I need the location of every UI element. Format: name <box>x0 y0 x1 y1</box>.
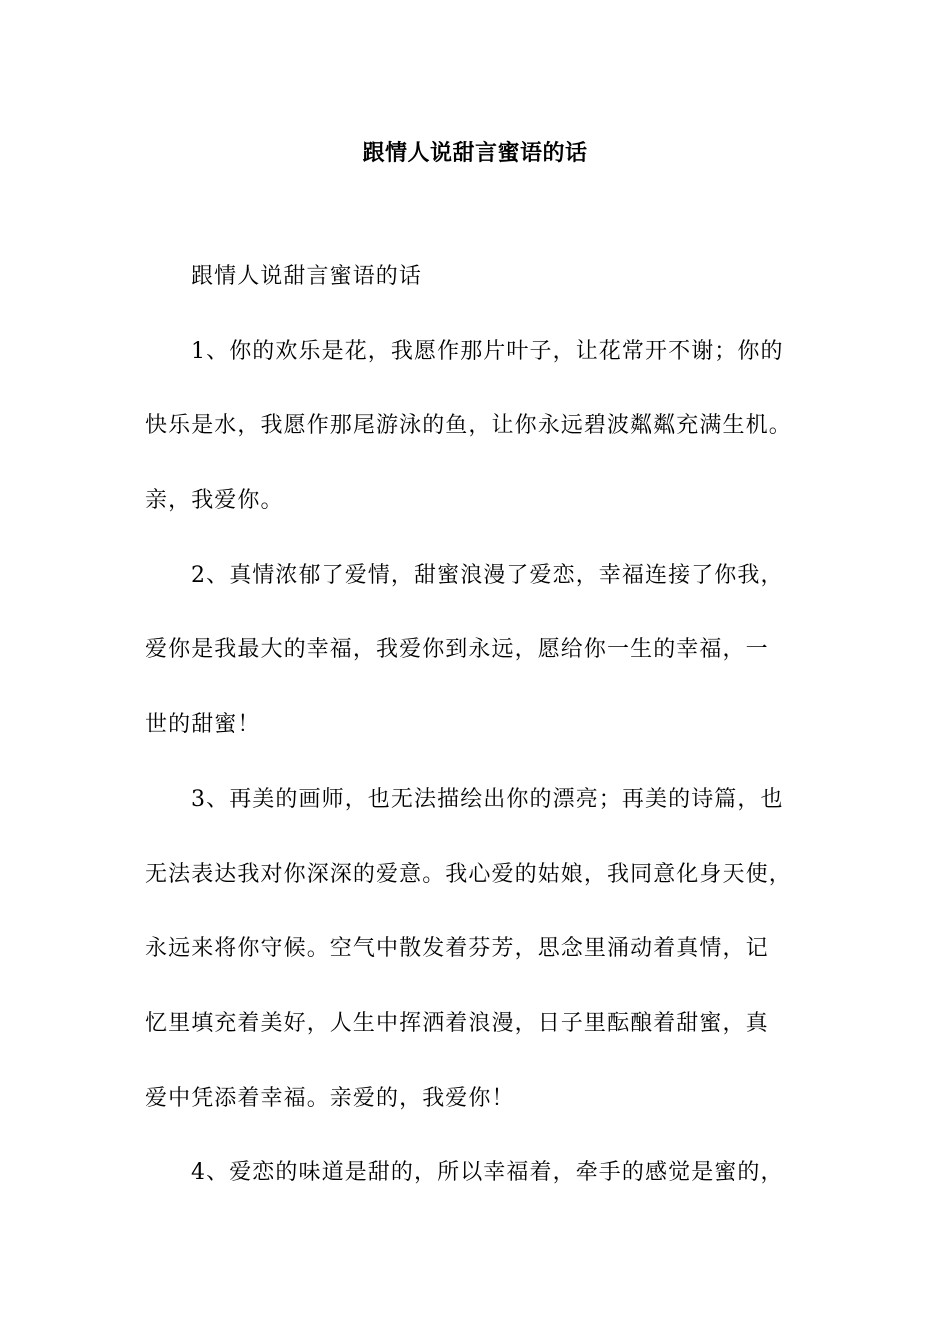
paragraph-line: 2、真情浓郁了爱情，甜蜜浪漫了爱恋，幸福连接了你我， <box>191 562 784 588</box>
paragraph-line: 忆里填充着美好，人生中挥洒着浪漫，日子里酝酿着甜蜜，真 <box>145 1010 769 1036</box>
paragraph-line: 无法表达我对你深深的爱意。我心爱的姑娘，我同意化身天使， <box>145 861 792 887</box>
document-title: 跟情人说甜言蜜语的话 <box>362 140 588 166</box>
paragraph-line: 亲，我爱你。 <box>145 488 284 514</box>
document-body <box>145 258 815 1229</box>
paragraph-line: 3、再美的画师，也无法描绘出你的漂亮；再美的诗篇，也 <box>191 786 784 812</box>
paragraph-line: 快乐是水，我愿作那尾游泳的鱼，让你永远碧波粼粼充满生机。 <box>145 413 792 439</box>
paragraph-line: 永远来将你守候。空气中散发着芬芳，思念里涌动着真情，记 <box>145 936 769 962</box>
paragraph-line: 爱你是我最大的幸福，我爱你到永远，愿给你一生的幸福，一 <box>145 637 769 663</box>
paragraph-line: 爱中凭添着幸福。亲爱的，我爱你！ <box>145 1085 515 1111</box>
paragraph-line: 1、你的欢乐是花，我愿作那片叶子，让花常开不谢；你的 <box>191 338 784 364</box>
paragraph-line: 4、爱恋的味道是甜的，所以幸福着，牵手的感觉是蜜的， <box>191 1160 784 1186</box>
paragraph-heading: 跟情人说甜言蜜语的话 <box>191 264 423 289</box>
paragraph-line: 世的甜蜜！ <box>145 712 261 738</box>
